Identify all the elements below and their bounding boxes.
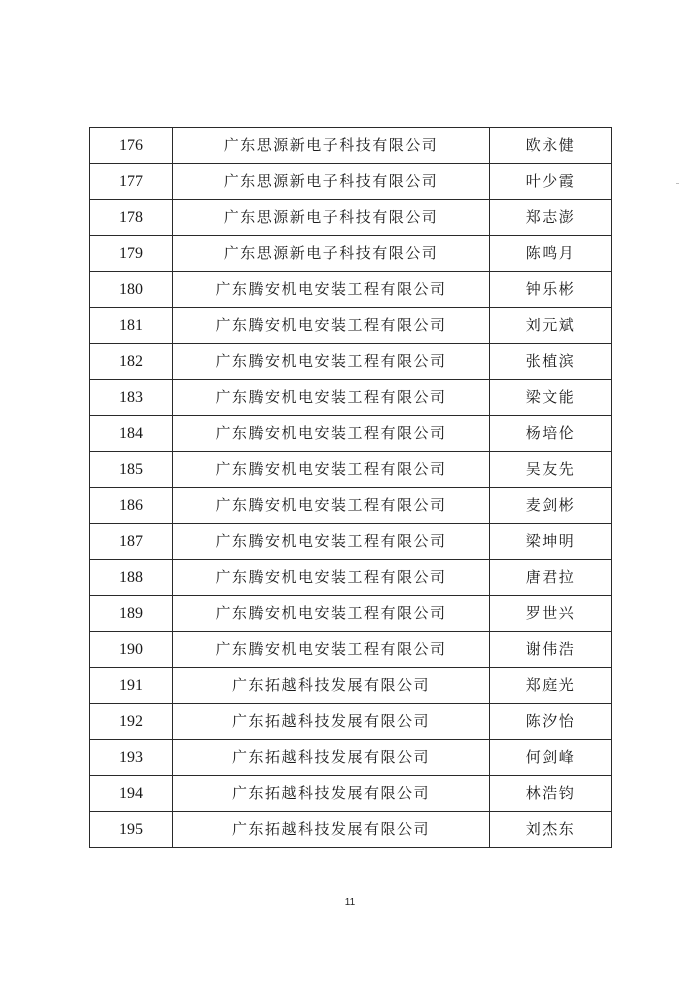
table-row bbox=[90, 128, 612, 164]
table-row bbox=[90, 812, 612, 848]
row-number-cell: 180 bbox=[90, 272, 173, 308]
row-number-cell: 184 bbox=[90, 416, 173, 452]
person-name-cell: 麦剑彬 bbox=[490, 488, 612, 524]
table-row bbox=[90, 236, 612, 272]
company-cell: 广东思源新电子科技有限公司 bbox=[173, 236, 490, 272]
person-name-cell: 郑庭光 bbox=[490, 668, 612, 704]
company-cell: 广东腾安机电安装工程有限公司 bbox=[173, 380, 490, 416]
person-name-cell: 刘杰东 bbox=[490, 812, 612, 848]
row-number-cell: 182 bbox=[90, 344, 173, 380]
row-number-cell: 186 bbox=[90, 488, 173, 524]
row-number-cell: 181 bbox=[90, 308, 173, 344]
person-name-cell: 张植滨 bbox=[490, 344, 612, 380]
company-cell: 广东思源新电子科技有限公司 bbox=[173, 200, 490, 236]
table-row bbox=[90, 200, 612, 236]
row-number-cell: 189 bbox=[90, 596, 173, 632]
table-row bbox=[90, 344, 612, 380]
person-name-cell: 刘元斌 bbox=[490, 308, 612, 344]
person-name-cell: 钟乐彬 bbox=[490, 272, 612, 308]
company-cell: 广东腾安机电安装工程有限公司 bbox=[173, 308, 490, 344]
person-name-cell: 杨培伦 bbox=[490, 416, 612, 452]
table-row bbox=[90, 380, 612, 416]
row-number-cell: 187 bbox=[90, 524, 173, 560]
person-name-cell: 梁文能 bbox=[490, 380, 612, 416]
row-number-cell: 195 bbox=[90, 812, 173, 848]
table-row bbox=[90, 596, 612, 632]
row-number-cell: 191 bbox=[90, 668, 173, 704]
table-row bbox=[90, 308, 612, 344]
table-row bbox=[90, 524, 612, 560]
company-cell: 广东腾安机电安装工程有限公司 bbox=[173, 524, 490, 560]
person-name-cell: 唐君拉 bbox=[490, 560, 612, 596]
company-cell: 广东思源新电子科技有限公司 bbox=[173, 164, 490, 200]
company-cell: 广东腾安机电安装工程有限公司 bbox=[173, 596, 490, 632]
page-number: 11 bbox=[344, 897, 356, 908]
company-cell: 广东思源新电子科技有限公司 bbox=[173, 128, 490, 164]
person-name-cell: 吴友先 bbox=[490, 452, 612, 488]
person-name-cell: 梁坤明 bbox=[490, 524, 612, 560]
company-cell: 广东腾安机电安装工程有限公司 bbox=[173, 344, 490, 380]
table-row bbox=[90, 668, 612, 704]
person-name-cell: 欧永健 bbox=[490, 128, 612, 164]
row-number-cell: 190 bbox=[90, 632, 173, 668]
person-name-cell: 何剑峰 bbox=[490, 740, 612, 776]
company-cell: 广东腾安机电安装工程有限公司 bbox=[173, 272, 490, 308]
company-cell: 广东腾安机电安装工程有限公司 bbox=[173, 416, 490, 452]
row-number-cell: 194 bbox=[90, 776, 173, 812]
person-name-cell: 谢伟浩 bbox=[490, 632, 612, 668]
row-number-cell: 188 bbox=[90, 560, 173, 596]
row-number-cell: 192 bbox=[90, 704, 173, 740]
row-number-cell: 179 bbox=[90, 236, 173, 272]
company-cell: 广东腾安机电安装工程有限公司 bbox=[173, 632, 490, 668]
table-row bbox=[90, 416, 612, 452]
table-row bbox=[90, 488, 612, 524]
table-row bbox=[90, 740, 612, 776]
table-row bbox=[90, 272, 612, 308]
company-cell: 广东腾安机电安装工程有限公司 bbox=[173, 488, 490, 524]
company-cell: 广东腾安机电安装工程有限公司 bbox=[173, 452, 490, 488]
company-cell: 广东拓越科技发展有限公司 bbox=[173, 740, 490, 776]
person-name-cell: 郑志澎 bbox=[490, 200, 612, 236]
table-row bbox=[90, 704, 612, 740]
roster-table-body bbox=[90, 128, 612, 848]
company-cell: 广东拓越科技发展有限公司 bbox=[173, 704, 490, 740]
row-number-cell: 178 bbox=[90, 200, 173, 236]
row-number-cell: 176 bbox=[90, 128, 173, 164]
roster-table bbox=[89, 127, 612, 848]
person-name-cell: 陈汐怡 bbox=[490, 704, 612, 740]
table-row bbox=[90, 776, 612, 812]
table-row bbox=[90, 632, 612, 668]
person-name-cell: 林浩钧 bbox=[490, 776, 612, 812]
company-cell: 广东拓越科技发展有限公司 bbox=[173, 812, 490, 848]
table-row bbox=[90, 452, 612, 488]
person-name-cell: 叶少霞 bbox=[490, 164, 612, 200]
row-number-cell: 177 bbox=[90, 164, 173, 200]
row-number-cell: 193 bbox=[90, 740, 173, 776]
row-number-cell: 183 bbox=[90, 380, 173, 416]
table-row bbox=[90, 164, 612, 200]
person-name-cell: 罗世兴 bbox=[490, 596, 612, 632]
company-cell: 广东拓越科技发展有限公司 bbox=[173, 776, 490, 812]
table-row bbox=[90, 560, 612, 596]
company-cell: 广东腾安机电安装工程有限公司 bbox=[173, 560, 490, 596]
row-number-cell: 185 bbox=[90, 452, 173, 488]
company-cell: 广东拓越科技发展有限公司 bbox=[173, 668, 490, 704]
scan-speck bbox=[676, 183, 679, 184]
person-name-cell: 陈鸣月 bbox=[490, 236, 612, 272]
